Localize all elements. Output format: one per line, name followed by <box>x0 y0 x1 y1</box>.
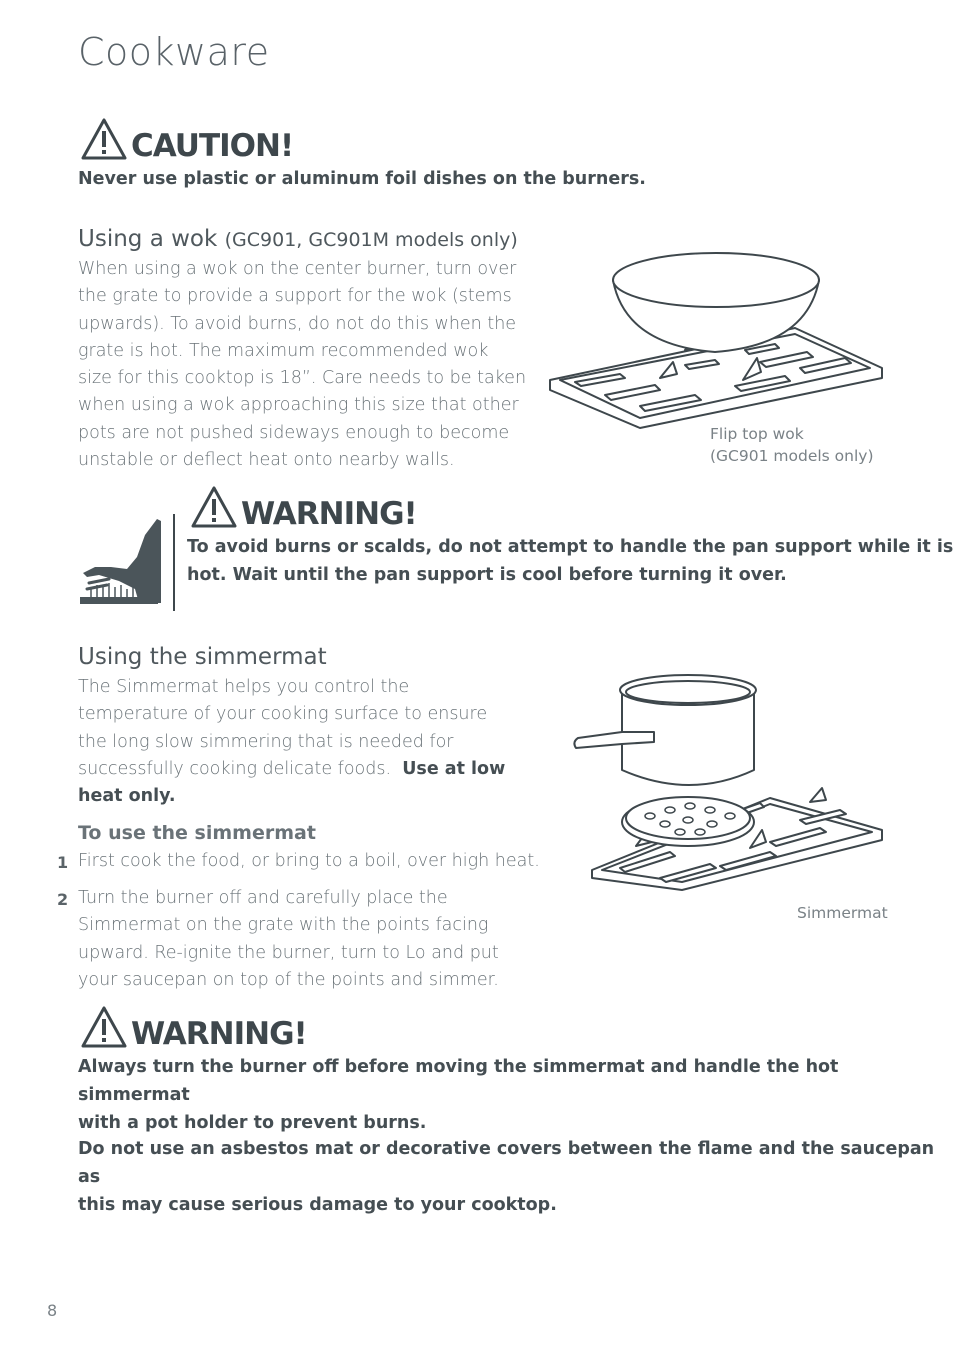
warning2-heading: WARNING! <box>131 1016 307 1052</box>
simmermat-line: temperature of your cooking surface to ensure <box>78 704 488 725</box>
simmermat-line: The Simmermat helps you control the <box>78 677 410 697</box>
warning-triangle-icon <box>80 1005 128 1049</box>
simmermat-paragraph <box>78 674 528 810</box>
simmermat-line <box>78 783 528 810</box>
wok-line: When using a wok on the center burner, turn over <box>78 259 517 279</box>
wok-line: grate is hot. The maximum recommended wok <box>78 340 489 361</box>
step-line: Simmermat on the grate with the points facing <box>78 915 489 936</box>
warning1-text <box>187 533 953 589</box>
simmermat-line: the long slow simmering that is needed for <box>78 731 454 752</box>
warning2-line: Do not use an asbestos mat or decorative covers between the flame and the saucepan as <box>78 1139 935 1187</box>
wok-on-grate-illustration <box>545 250 887 430</box>
page-number: 8 <box>47 1301 58 1320</box>
caution-heading: CAUTION! <box>131 128 294 164</box>
warning-triangle-icon <box>80 117 128 161</box>
wok-section-title <box>78 226 518 252</box>
simmermat-section-title: Using the simmermat <box>78 644 327 670</box>
wok-caption <box>710 423 874 467</box>
simmermat-low-heat-emphasis: Use at low <box>402 758 506 779</box>
warning1-line: hot. Wait until the pan support is cool before turning it over. <box>187 565 787 585</box>
wok-title-note: (GC901, GC901M models only) <box>224 229 518 251</box>
step-line: your saucepan on top of the points and simmer. <box>78 969 499 990</box>
wok-caption-line: (GC901 models only) <box>710 447 874 465</box>
step-text <box>78 848 540 875</box>
simmermat-line <box>78 756 528 783</box>
simmermat-low-heat-emphasis: heat only. <box>78 786 176 807</box>
warning2-text <box>78 1053 954 1137</box>
hot-surface-hand-icon <box>79 517 163 607</box>
saucepan-simmermat-illustration <box>570 670 886 895</box>
step-line: upward. Re-ignite the burner, turn to Lo and put <box>78 942 499 963</box>
wok-caption-line: Flip top wok <box>710 425 804 443</box>
wok-title: Using a wok <box>78 226 218 252</box>
step-number: 1 <box>57 853 69 872</box>
simmermat-caption: Simmermat <box>797 904 888 922</box>
warning2-line: Always turn the burner off before moving the simmermat and handle the hot simmermat <box>78 1057 839 1105</box>
warning-triangle-icon <box>190 485 238 529</box>
warning2-line: with a pot holder to prevent burns. <box>78 1113 427 1133</box>
caution-text: Never use plastic or aluminum foil dishes on the burners. <box>78 169 646 189</box>
simmermat-subhead: To use the simmermat <box>78 822 316 844</box>
warning1-line: To avoid burns or scalds, do not attempt to handle the pan support while it is <box>187 537 954 557</box>
wok-paragraph <box>78 256 528 474</box>
wok-line: unstable or deflect heat onto nearby walls. <box>78 450 455 471</box>
simmermat-line-regular: successfully cooking delicate foods. <box>78 758 392 779</box>
wok-line: size for this cooktop is 18”. Care needs to be taken <box>78 368 527 389</box>
warning1-heading: WARNING! <box>241 496 417 532</box>
wok-line: the grate to provide a support for the wok (stems <box>78 286 512 307</box>
step-number: 2 <box>57 890 69 909</box>
warning-divider <box>173 514 175 611</box>
wok-line: pots are not pushed sideways enough to become <box>78 422 510 443</box>
step-text <box>78 885 499 994</box>
step-line: First cook the food, or bring to a boil, over high heat. <box>78 851 540 871</box>
warning2-text <box>78 1135 954 1219</box>
wok-line: upwards). To avoid burns, do not do this when the <box>78 313 517 334</box>
wok-line: when using a wok approaching this size that other <box>78 395 519 416</box>
warning2-line: this may cause serious damage to your cooktop. <box>78 1195 557 1215</box>
page-title: Cookware <box>78 30 270 74</box>
step-line: Turn the burner off and carefully place the <box>78 888 448 908</box>
